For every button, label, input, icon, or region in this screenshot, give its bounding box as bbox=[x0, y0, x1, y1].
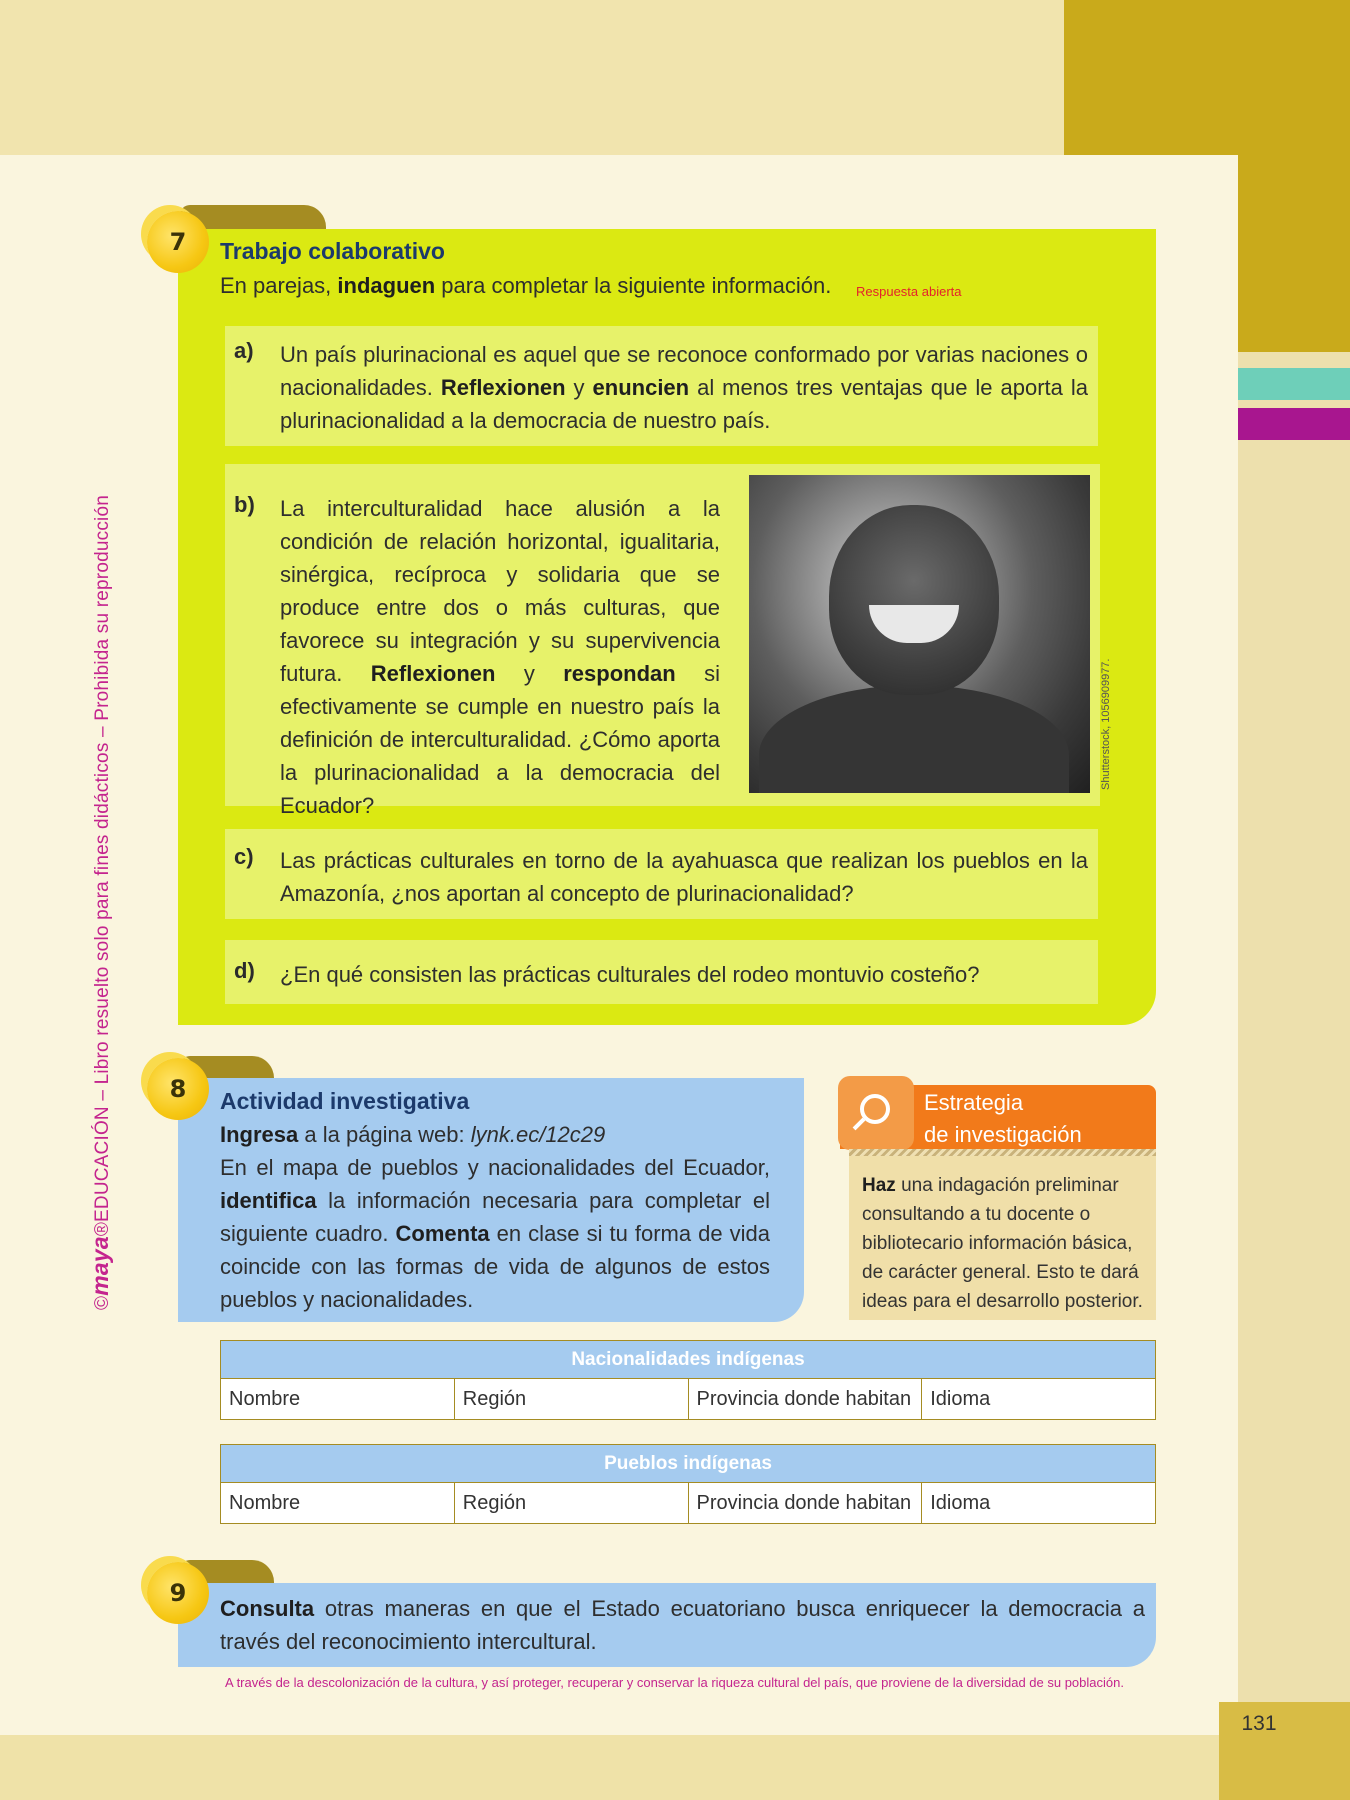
table-title: Nacionalidades indígenas bbox=[221, 1341, 1156, 1379]
magnifier-icon bbox=[838, 1076, 914, 1150]
table-cell[interactable]: Idioma bbox=[922, 1483, 1156, 1524]
bottom-band bbox=[0, 1735, 1350, 1800]
item-a-text: Un país plurinacional es aquel que se reconoce conformado por varias naciones o nacionalidades. Reflexionen y enuncien al menos tres ventajas que le aporta la plurinacionalidad a la democracia de nuestro país. bbox=[280, 342, 1088, 433]
table-row bbox=[221, 1379, 1156, 1420]
activity-7-title: Trabajo colaborativo bbox=[220, 238, 445, 264]
item-a-letter: a) bbox=[234, 338, 254, 363]
table-cell[interactable]: Provincia donde habitan bbox=[688, 1379, 922, 1420]
brand-logo-text: maya bbox=[87, 1236, 113, 1296]
activity-9-text: Consulta otras maneras en que el Estado ecuatoriano busca enriquecer la democracia a través del reconocimiento intercultural. bbox=[220, 1596, 1145, 1654]
table-cell[interactable]: Región bbox=[454, 1379, 688, 1420]
table-cell[interactable]: Región bbox=[454, 1483, 688, 1524]
copyright-notice bbox=[87, 495, 114, 1310]
activity-7-number-badge: 7 bbox=[147, 211, 209, 273]
pueblos-table bbox=[220, 1444, 1156, 1524]
item-d-letter: d) bbox=[234, 958, 255, 983]
table-cell[interactable]: Nombre bbox=[221, 1379, 455, 1420]
table-cell[interactable]: Idioma bbox=[922, 1379, 1156, 1420]
nacionalidades-table bbox=[220, 1340, 1156, 1420]
table-cell[interactable]: Provincia donde habitan bbox=[688, 1483, 922, 1524]
activity-8-instructions: En el mapa de pueblos y nacionalidades del Ecuador, identifica la información necesaria para completar el siguiente cuadro. Comenta en clase si tu forma de vida coincide con las formas de vida de algunos de estos pueblos y nacionalidades. bbox=[220, 1155, 770, 1312]
table-row bbox=[221, 1483, 1156, 1524]
copyright-symbol: © bbox=[92, 1295, 113, 1310]
item-c-text: Las prácticas culturales en torno de la ayahuasca que realizan los pueblos en la Amazonía, ¿nos aportan al concepto de plurinacionalidad? bbox=[280, 848, 1088, 906]
strategy-title: Estrategia de investigación bbox=[924, 1090, 1082, 1147]
item-c-letter: c) bbox=[234, 844, 254, 869]
top-band bbox=[0, 0, 1064, 155]
activity-7-intro: En parejas, indaguen para completar la siguiente información. bbox=[220, 273, 832, 298]
item-b-letter: b) bbox=[234, 492, 255, 517]
strategy-text: Haz una indagación preliminar consultando a tu docente o bibliotecario información básica, de carácter general. Esto te dará ideas para el desarrollo posterior. bbox=[862, 1175, 1143, 1312]
strategy-hatched-divider bbox=[849, 1149, 1156, 1156]
activity-9-number-badge: 9 bbox=[147, 1562, 209, 1624]
table-cell[interactable]: Nombre bbox=[221, 1483, 455, 1524]
activity-8-link[interactable]: lynk.ec/12c29 bbox=[470, 1122, 606, 1147]
right-margin-strip bbox=[1238, 352, 1350, 1800]
item-d-text: ¿En qué consisten las prácticas culturales del rodeo montuvio costeño? bbox=[280, 962, 980, 987]
page-number: 131 bbox=[1241, 1712, 1277, 1735]
teal-section-tab bbox=[1238, 368, 1350, 400]
table-title: Pueblos indígenas bbox=[221, 1445, 1156, 1483]
activity-8-title: Actividad investigativa bbox=[220, 1088, 470, 1114]
open-answer-note: Respuesta abierta bbox=[856, 284, 962, 299]
activity-8-web-line: Ingresa a la página web: lynk.ec/12c29 bbox=[220, 1122, 606, 1147]
smiling-child-photo bbox=[749, 475, 1090, 793]
activity-9-answer: A través de la descolonización de la cultura, y así proteger, recuperar y conservar la riqueza cultural del país, que proviene de la diversidad de su población. bbox=[225, 1675, 1124, 1690]
magenta-section-tab bbox=[1238, 408, 1350, 440]
activity-8-number-badge: 8 bbox=[147, 1058, 209, 1120]
item-b-text: La interculturalidad hace alusión a la condición de relación horizontal, igualitaria, sinérgica, recíproca y solidaria que se produce entre dos o más culturas, que favorece su integración y su supervivencia futura. Reflexionen y respondan si efectivamente se cumple en nuestro país la definición de interculturalidad. ¿Cómo aporta la plurinacionalidad a la democracia del Ecuador? bbox=[280, 496, 720, 818]
photo-credit: Shutterstock, 1056909977. bbox=[1100, 658, 1112, 790]
copyright-text: ®EDUCACIÓN – Libro resuelto solo para fines didácticos – Prohibida su reproducción bbox=[92, 495, 113, 1237]
